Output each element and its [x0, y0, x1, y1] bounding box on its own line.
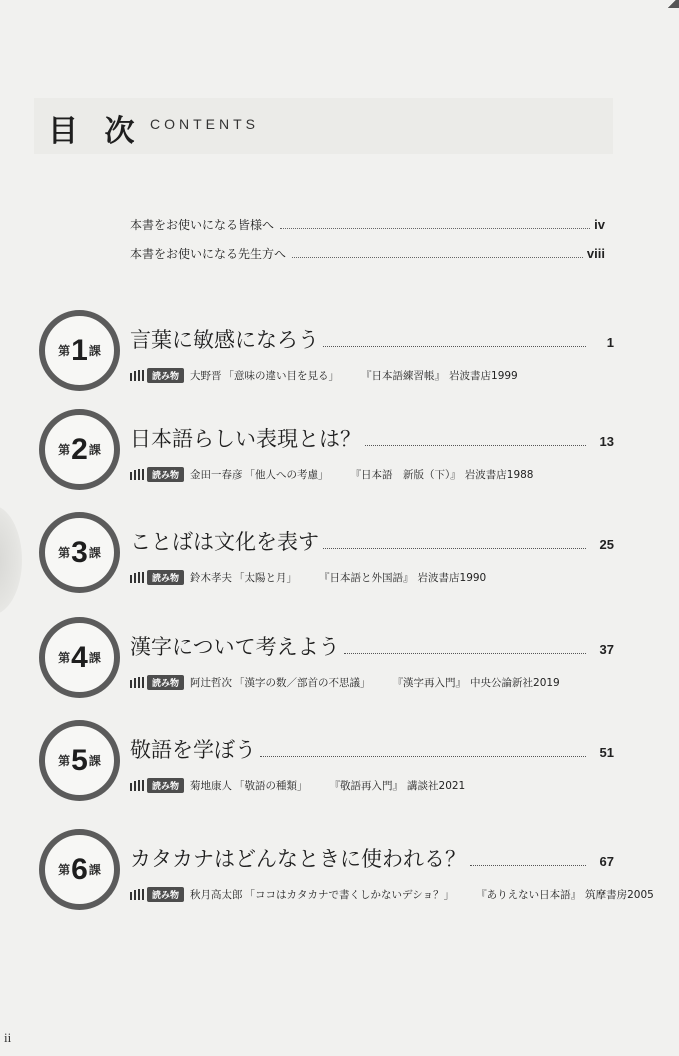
- reading-work: 「敬語の種類」: [234, 780, 308, 792]
- reading-tag: 読み物: [147, 887, 184, 902]
- lesson-page: 13: [599, 434, 614, 449]
- lesson-badge: [39, 512, 120, 593]
- leader-dots: [323, 547, 586, 549]
- lesson-suffix: 課: [88, 863, 101, 877]
- lesson-badge: [39, 720, 120, 801]
- lesson-entry-3[interactable]: [39, 512, 614, 604]
- reading-book: 『漢字再入門』: [392, 677, 467, 689]
- reading-author: 秋月高太郎: [190, 889, 243, 901]
- lesson-entry-4[interactable]: [39, 617, 614, 709]
- entry-label: 本書をお使いになる先生方へ: [130, 247, 287, 261]
- lesson-page: 25: [599, 537, 614, 552]
- reading-book: 『日本語 新版（下）』: [350, 469, 461, 481]
- lesson-title-row: [130, 423, 614, 453]
- book-spines-icon: [130, 780, 144, 791]
- lesson-title: 言葉に敏感になろう: [130, 328, 319, 352]
- book-spines-icon: [130, 370, 144, 381]
- reading-row: [130, 675, 560, 690]
- reading-row: [130, 368, 518, 383]
- reading-tag: 読み物: [147, 675, 184, 690]
- lesson-title: 敬語を学ぼう: [130, 738, 256, 762]
- reading-publisher: 筑摩書房2005: [585, 889, 654, 901]
- lesson-title-row: [130, 843, 614, 873]
- lesson-title-row: [130, 526, 614, 556]
- leader-dots: [323, 345, 586, 347]
- reading-publisher: 講談社2021: [407, 780, 466, 792]
- reading-author: 鈴木孝夫: [190, 572, 233, 584]
- lesson-number: 4: [71, 640, 88, 674]
- lesson-number: 5: [71, 743, 88, 777]
- lesson-page: 67: [599, 854, 614, 869]
- lesson-entry-2[interactable]: [39, 409, 614, 501]
- lesson-prefix: 第: [58, 863, 71, 877]
- reading-work: 「意味の違い目を見る」: [223, 370, 340, 382]
- reading-row: [130, 887, 654, 902]
- reading-work: 「ココはカタカナで書くしかないデショ？」: [244, 889, 455, 901]
- reading-publisher: 岩波書店1990: [417, 572, 487, 584]
- lesson-title: 日本語らしい表現とは？: [130, 427, 361, 451]
- lesson-entry-1[interactable]: [39, 310, 614, 402]
- reading-book: 『ありえない日本語』: [476, 889, 582, 901]
- reading-publisher: 中央公論新社2019: [470, 677, 560, 689]
- reading-author: 大野晋: [190, 370, 222, 382]
- leader-dots: [260, 755, 586, 757]
- leader-dots: [365, 444, 586, 446]
- lesson-badge: [39, 617, 120, 698]
- page-title: 目 次: [48, 114, 143, 149]
- lesson-page: 1: [606, 335, 614, 350]
- lesson-badge: [39, 409, 120, 490]
- lesson-title: ことばは文化を表す: [130, 530, 319, 554]
- front-matter-entry[interactable]: [130, 216, 605, 245]
- lesson-suffix: 課: [88, 651, 101, 665]
- lesson-entry-6[interactable]: [39, 829, 654, 921]
- reading-row: [130, 467, 534, 482]
- leader-dots: [470, 864, 586, 866]
- lesson-prefix: 第: [58, 344, 71, 358]
- entry-page: iv: [594, 217, 605, 232]
- page-number: ii: [4, 1030, 12, 1045]
- entry-page: viii: [586, 246, 605, 261]
- reading-tag: 読み物: [147, 778, 184, 793]
- reading-publisher: 岩波書店1999: [449, 370, 518, 382]
- lesson-prefix: 第: [58, 754, 71, 768]
- page-edge-shadow: [0, 505, 22, 615]
- lesson-page: 37: [599, 642, 614, 657]
- lesson-number: 1: [71, 333, 88, 367]
- lesson-title: カタカナはどんなときに使われる？: [130, 847, 466, 871]
- lesson-suffix: 課: [88, 546, 101, 560]
- reading-tag: 読み物: [147, 570, 184, 585]
- reading-publisher: 岩波書店1988: [464, 469, 534, 481]
- book-spines-icon: [130, 889, 144, 900]
- reading-tag: 読み物: [147, 467, 184, 482]
- reading-work: 「他人への考慮」: [244, 469, 329, 481]
- front-matter-entry[interactable]: [130, 245, 605, 274]
- lesson-badge: [39, 829, 120, 910]
- reading-book: 『敬語再入門』: [329, 780, 404, 792]
- lesson-title: 漢字について考えよう: [130, 635, 340, 659]
- leader-dots: [280, 227, 590, 229]
- lesson-number: 2: [71, 432, 88, 466]
- book-spines-icon: [130, 572, 144, 583]
- lesson-prefix: 第: [58, 443, 71, 457]
- book-spines-icon: [130, 469, 144, 480]
- lesson-number: 6: [71, 852, 88, 886]
- book-spines-icon: [130, 677, 144, 688]
- lesson-page: 51: [599, 745, 614, 760]
- lesson-title-row: [130, 324, 614, 354]
- lesson-prefix: 第: [58, 546, 71, 560]
- reading-tag: 読み物: [147, 368, 184, 383]
- lesson-title-row: [130, 631, 614, 661]
- reading-book: 『日本語と外国語』: [319, 572, 414, 584]
- reading-row: [130, 778, 465, 793]
- lesson-number: 3: [71, 535, 88, 569]
- lesson-prefix: 第: [58, 651, 71, 665]
- corner-mark: [665, 0, 679, 8]
- front-matter-list: [130, 216, 605, 274]
- reading-work: 「太陽と月」: [234, 572, 298, 584]
- lesson-suffix: 課: [88, 344, 101, 358]
- lesson-title-row: [130, 734, 614, 764]
- lesson-entry-5[interactable]: [39, 720, 614, 812]
- lesson-suffix: 課: [88, 754, 101, 768]
- reading-book: 『日本語練習帳』: [361, 370, 446, 382]
- page-subtitle: CONTENTS: [150, 116, 259, 132]
- leader-dots: [344, 652, 586, 654]
- reading-row: [130, 570, 486, 585]
- reading-author: 金田一春彦: [190, 469, 243, 481]
- leader-dots: [292, 256, 583, 258]
- lesson-badge: [39, 310, 120, 391]
- lesson-suffix: 課: [88, 443, 101, 457]
- reading-author: 菊地康人: [190, 780, 233, 792]
- entry-label: 本書をお使いになる皆様へ: [130, 218, 275, 232]
- reading-author: 阿辻哲次: [190, 677, 233, 689]
- reading-work: 「漢字の数／部首の不思議」: [234, 677, 371, 689]
